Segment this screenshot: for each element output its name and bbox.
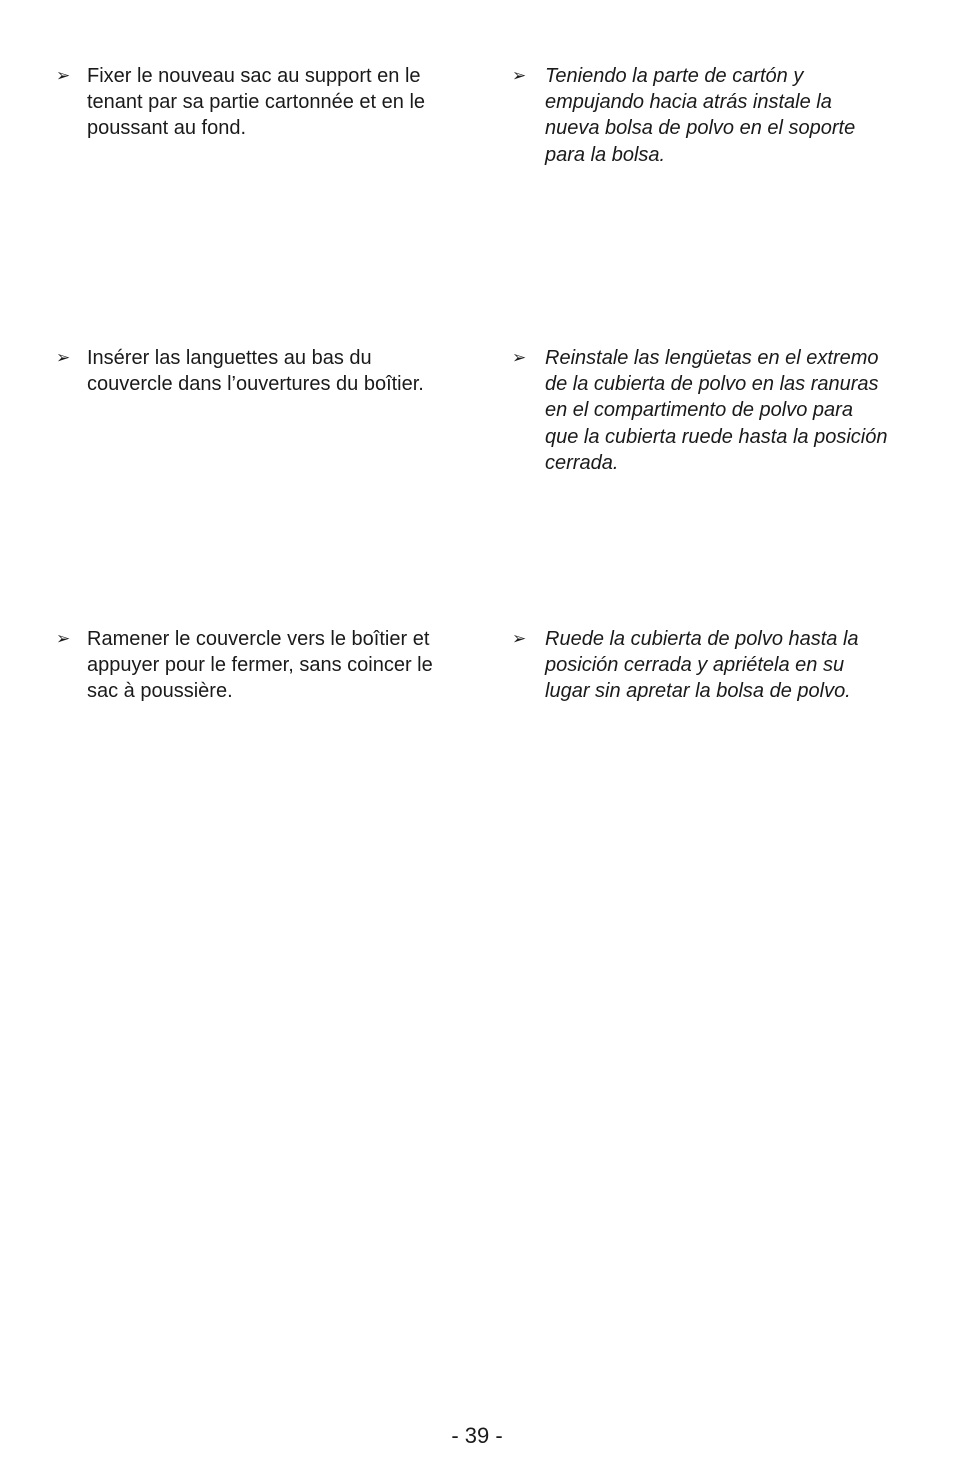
step-3-french-text: Ramener le couvercle vers le boîtier et appuyer pour le fermer, sans coincer le sac à poussière.	[87, 628, 433, 703]
step-1-spanish-text: Teniendo la parte de cartón y empujando hacia atrás instale la nueva bolsa de polvo en el soporte para la bolsa.	[545, 65, 856, 166]
step-1-french-text: Fixer le nouveau sac au support en le tenant par sa partie cartonnée et en le poussant au fond.	[87, 65, 426, 140]
arrow-bullet-icon: ➢	[56, 66, 71, 86]
arrow-bullet-icon: ➢	[512, 66, 527, 86]
page-number: - 39 -	[451, 1423, 503, 1448]
step-2-french-text: Insérer las languettes au bas du couvercle dans l’ouvertures du boîtier.	[87, 347, 424, 396]
step-3-spanish-text: Ruede la cubierta de polvo hasta la posición cerrada y apriétela en su lugar sin apretar la bolsa de polvo.	[545, 628, 859, 703]
arrow-bullet-icon: ➢	[512, 629, 527, 649]
step-2-spanish-text: Reinstale las lengüetas en el extremo de la cubierta de polvo en las ranuras en el compartimento de polvo para que la cubierta ruede hasta la posición cerrada.	[545, 347, 888, 474]
arrow-bullet-icon: ➢	[512, 348, 527, 368]
arrow-bullet-icon: ➢	[56, 629, 71, 649]
arrow-bullet-icon: ➢	[56, 348, 71, 368]
